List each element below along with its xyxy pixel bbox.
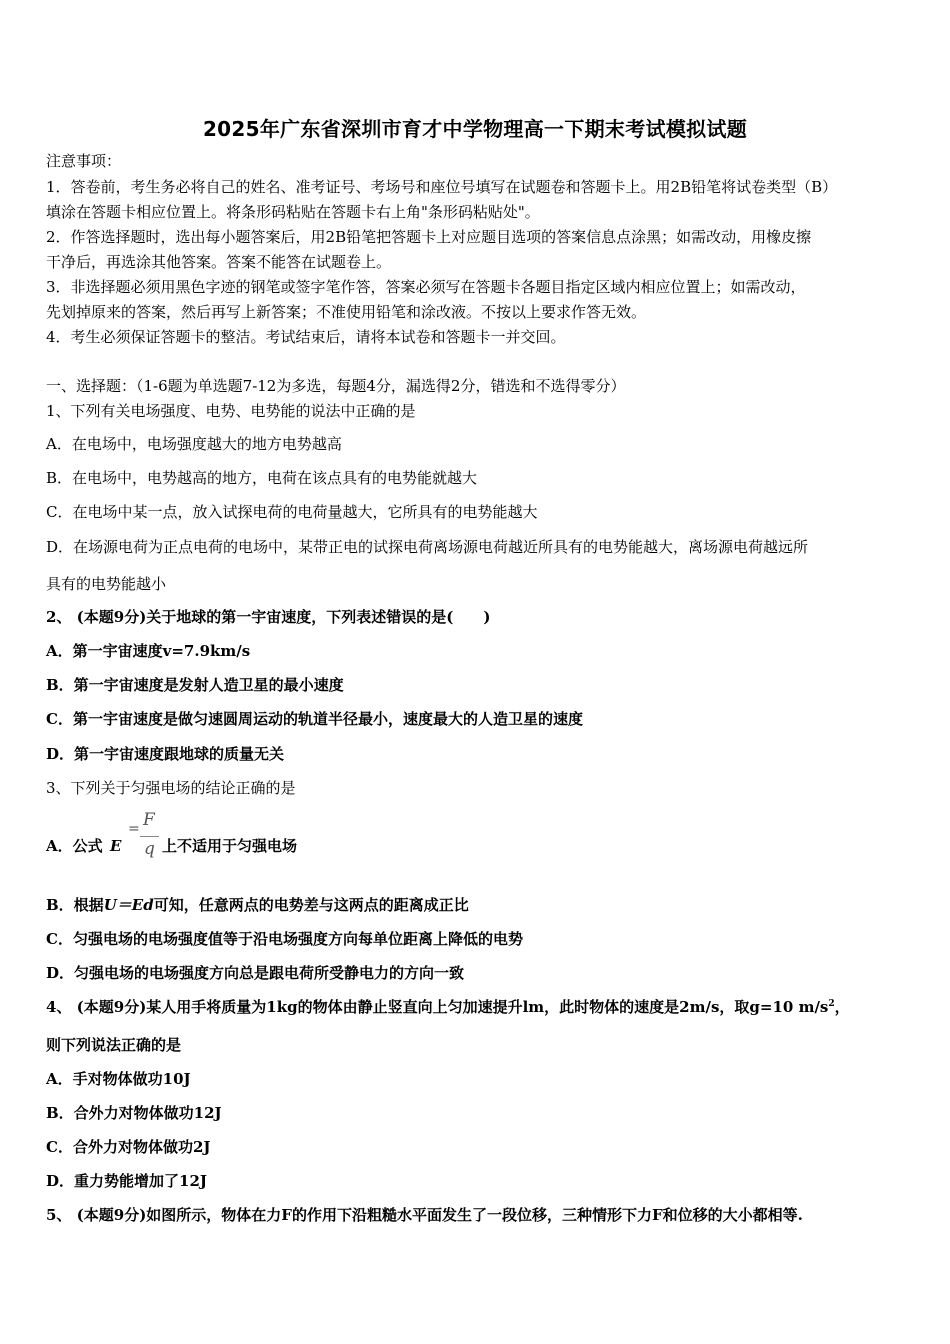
question-2-option-c: C．第一宇宙速度是做匀速圆周运动的轨道半径最小，速度最大的人造卫星的速度	[46, 710, 583, 728]
superscript: 2	[828, 999, 835, 1009]
formula-u-ed: U＝Ed	[103, 896, 154, 914]
question-4-stem-cont: 则下列说法正确的是	[46, 1036, 182, 1054]
option-b-suffix: 可知，任意两点的电势差与这两点的距离成正比	[153, 896, 469, 914]
question-4-option-d: D．重力势能增加了12J	[46, 1172, 207, 1190]
question-4-stem-text: 4、 (本题9分)某人用手将质量为1kg的物体由静止竖直向上匀加速提升lm，此时物体的速度是2m/s，取g=10 m/s	[46, 998, 829, 1016]
formula-variable-e: E	[110, 837, 122, 855]
notice-line: 2．作答选择题时，选出每小题答案后，用2B铅笔把答题卡上对应题目选项的答案信息点涂黑；如需改动，用橡皮擦	[46, 228, 812, 246]
question-1-option-d: D．在场源电荷为正点电荷的电场中，某带正电的试探电荷离场源电荷越近所具有的电势能越大，离场源电荷越远所	[46, 538, 809, 556]
question-3-option-a-prefix: A．公式	[46, 837, 103, 855]
notice-line: 干净后，再选涂其他答案。答案不能答在试题卷上。	[46, 253, 392, 271]
question-3-stem: 3、下列关于匀强电场的结论正确的是	[46, 779, 296, 797]
formula-numerator: F	[143, 810, 155, 830]
formula-denominator: q	[144, 839, 155, 859]
option-b-prefix: B．根据	[46, 896, 104, 914]
page-title: 2025年广东省深圳市育才中学物理高一下期末考试模拟试题	[202, 117, 748, 141]
notice-line: 1．答卷前，考生务必将自己的姓名、准考证号、考场号和座位号填写在试题卷和答题卡上。用2B铅笔将试卷类型（B）	[46, 178, 838, 196]
section-heading: 一、选择题：（1-6题为单选题7-12为多选，每题4分，漏选得2分，错选和不选得零分）	[46, 377, 626, 395]
question-1-option-c: C．在电场中某一点，放入试探电荷的电荷量越大，它所具有的电势能越大	[46, 503, 538, 521]
formula-equals: =	[128, 821, 140, 837]
fraction-bar	[140, 836, 159, 837]
question-3-option-c: C．匀强电场的电场强度值等于沿电场强度方向每单位距离上降低的电势	[46, 930, 523, 948]
question-1-option-a: A．在电场中，电场强度越大的地方电势越高	[46, 435, 342, 453]
notice-line: 先划掉原来的答案，然后再写上新答案；不准使用铅笔和涂改液。不按以上要求作答无效。	[46, 303, 647, 321]
question-2-option-a: A．第一宇宙速度v=7.9km/s	[46, 642, 251, 660]
question-3-option-a-suffix: 上不适用于匀强电场	[162, 837, 298, 855]
question-3-option-d: D．匀强电场的电场强度方向总是跟电荷所受静电力的方向一致	[46, 964, 465, 982]
question-4-option-b: B．合外力对物体做功12J	[46, 1104, 222, 1122]
question-4-option-a: A．手对物体做功10J	[46, 1070, 191, 1088]
question-1-option-b: B．在电场中，电势越高的地方，电荷在该点具有的电势能就越大	[46, 469, 478, 487]
question-4-option-c: C．合外力对物体做功2J	[46, 1138, 211, 1156]
question-5-stem: 5、 (本题9分)如图所示，物体在力F的作用下沿粗糙水平面发生了一段位移，三种情形下力F和位移的大小都相等.	[46, 1206, 803, 1224]
question-2-stem: 2、 (本题9分)关于地球的第一宇宙速度，下列表述错误的是( )	[46, 608, 491, 626]
question-1-stem: 1、下列有关电场强度、电势、电势能的说法中正确的是	[46, 402, 416, 420]
question-1-option-d-cont: 具有的电势能越小	[46, 575, 167, 593]
notice-heading: 注意事项：	[46, 152, 122, 170]
notice-line: 3．非选择题必须用黑色字迹的钢笔或签字笔作答，答案必须写在答题卡各题目指定区域内相应位置上；如需改动，	[46, 278, 806, 296]
question-2-option-d: D．第一宇宙速度跟地球的质量无关	[46, 745, 285, 763]
question-3-option-b	[46, 895, 469, 915]
question-4-stem	[46, 997, 850, 1017]
formula-fraction	[118, 810, 163, 862]
question-2-option-b: B．第一宇宙速度是发射人造卫星的最小速度	[46, 676, 344, 694]
notice-line: 4．考生必须保证答题卡的整洁。考试结束后，请将本试卷和答题卡一并交回。	[46, 328, 566, 346]
question-4-stem-end: ，	[834, 998, 850, 1016]
notice-line: 填涂在答题卡相应位置上。将条形码粘贴在答题卡右上角"条形码粘贴处"。	[46, 203, 540, 221]
